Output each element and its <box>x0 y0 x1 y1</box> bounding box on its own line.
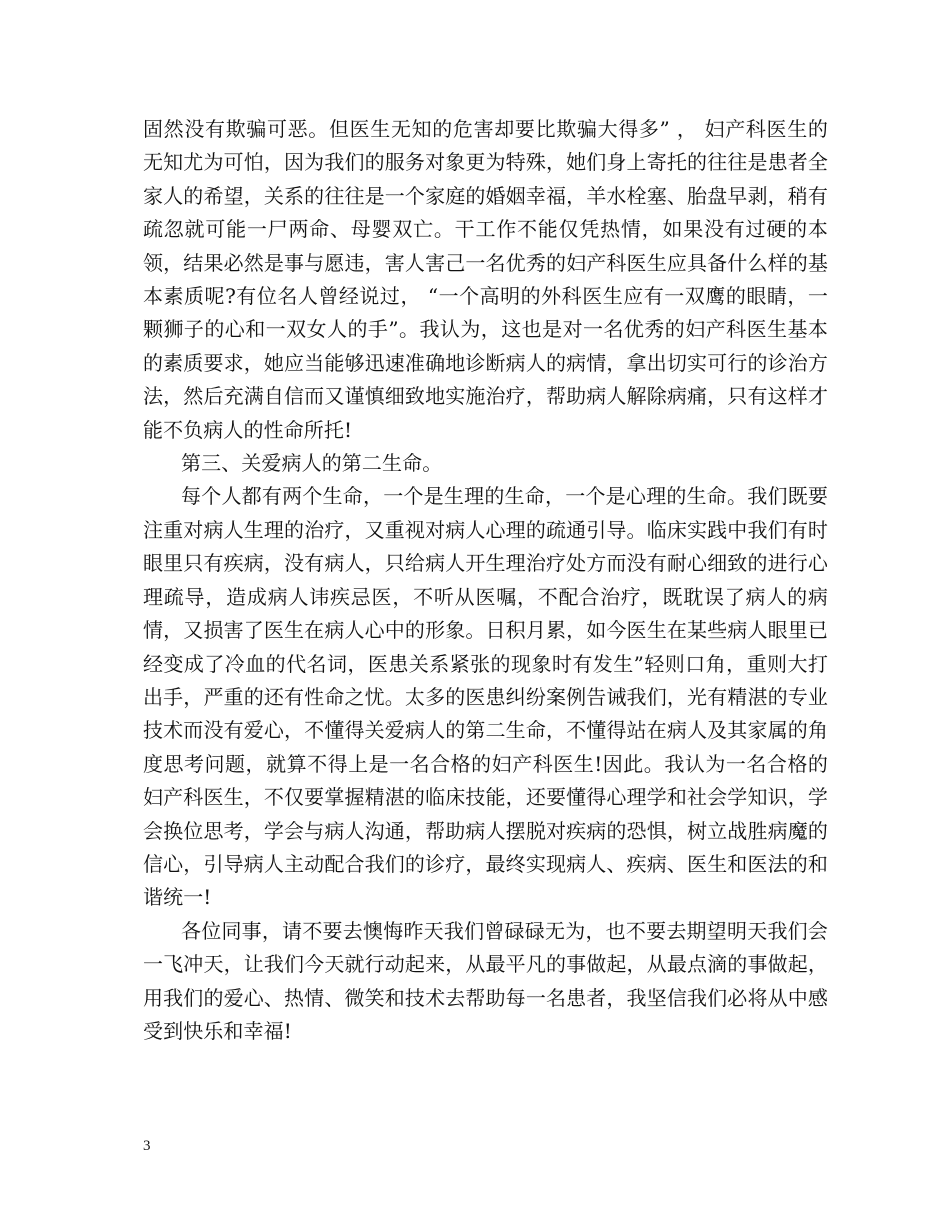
paragraph: 每个人都有两个生命，一个是生理的生命，一个是心理的生命。我们既要注重对病人生理的治疗，又重视对病人心理的疏通引导。临床实践中我们有时眼里只有疾病，没有病人，只给病人开生理治疗处方而没有耐心细致的进行心理疏导，造成病人讳疾忌医，不听从医嘱，不配合治疗，既耽误了病人的病情，又损害了医生在病人心中的形象。日积月累，如今医生在某些病人眼里已经变成了冷血的代名词，医患关系紧张的现象时有发生”轻则口角，重则大打出手，严重的还有性命之忧。太多的医患纠纷案例告诫我们，光有精湛的专业技术而没有爱心，不懂得关爱病人的第二生命，不懂得站在病人及其家属的角度思考问题，就算不得上是一名合格的妇产科医生!因此。我认为一名合格的妇产科医生，不仅要掌握精湛的临床技能，还要懂得心理学和社会学知识，学会换位思考，学会与病人沟通，帮助病人摆脱对疾病的恐惧，树立战胜病魔的信心，引导病人主动配合我们的诊疗，最终实现病人、疾病、医生和医法的和谐统一! <box>143 484 828 910</box>
body-text <box>143 113 828 1048</box>
paragraph-continued: 固然没有欺骗可恶。但医生无知的危害却要比欺骗大得多” ， 妇产科医生的无知尤为可怕，因为我们的服务对象更为特殊，她们身上寄托的往往是患者全家人的希望，关系的往往是一个家庭的婚姻幸福，羊水栓塞、胎盘早剥，稍有疏忽就可能一尸两命、母婴双亡。干工作不能仅凭热情，如果没有过硬的本领，结果必然是事与愿违，害人害己一名优秀的妇产科医生应具备什么样的基本素质呢?有位名人曾经说过， “一个高明的外科医生应有一双鹰的眼睛，一颗狮子的心和一双女人的手”。我认为，这也是对一名优秀的妇产科医生基本的素质要求，她应当能够迅速准确地诊断病人的病情，拿出切实可行的诊治方法，然后充满自信而又谨慎细致地实施治疗，帮助病人解除病痛，只有这样才能不负病人的性命所托! <box>143 117 828 442</box>
closing-paragraph: 各位同事，请不要去懊悔昨天我们曾碌碌无为，也不要去期望明天我们会一飞冲天，让我们今天就行动起来，从最平凡的事做起，从最点滴的事做起，用我们的爱心、热情、微笑和技术去帮助每一名患者，我坚信我们必将从中感受到快乐和幸福! <box>143 918 828 1043</box>
page-number: 3 <box>143 1138 151 1154</box>
section-heading: 第三、关爱病人的第二生命。 <box>181 451 443 476</box>
